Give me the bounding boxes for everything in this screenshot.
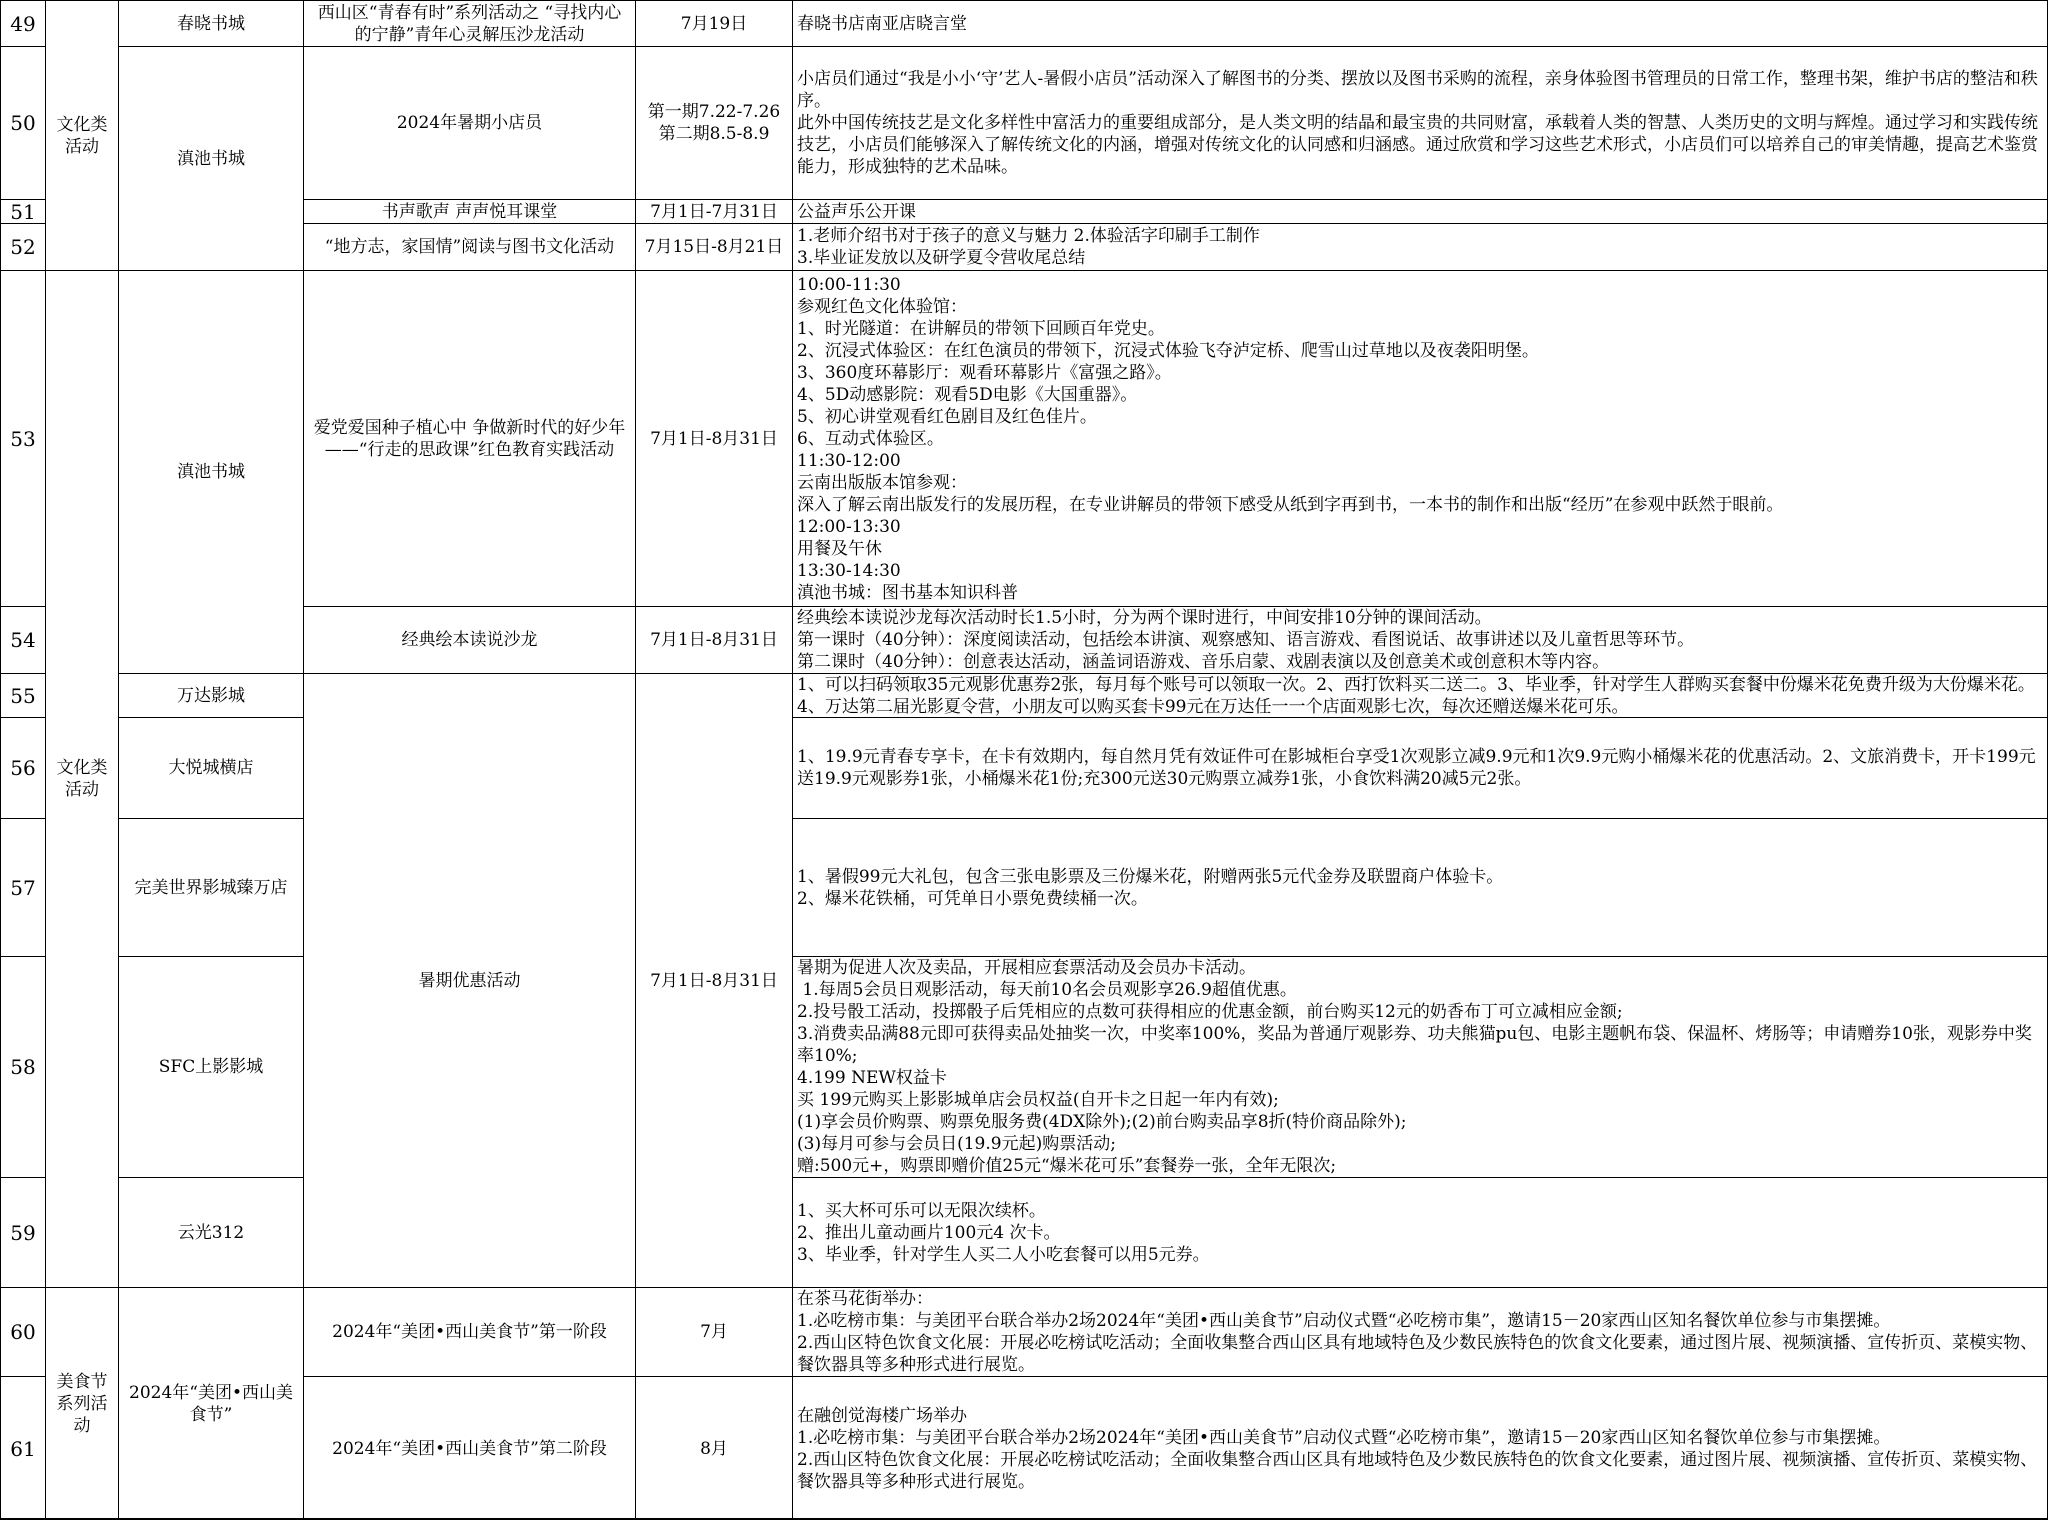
row-number: 61 — [0, 1376, 45, 1520]
activity-cell — [303, 1376, 635, 1520]
time-cell — [635, 0, 792, 46]
category-label: 美食节 系列活 动 — [56, 1372, 108, 1436]
activity-label: 2024年“美团•西山美食节”第一阶段 — [332, 1322, 607, 1342]
detail-cell — [792, 956, 2048, 1177]
activity-label: 书声歌声 声声悦耳课堂 — [381, 201, 558, 222]
detail-cell — [792, 1376, 2048, 1520]
detail-text: 在融创觉海楼广场举办 1.必吃榜市集：与美团平台联合举办2场2024年“美团•西山美食节”启动仪式暨“必吃榜市集”，邀请15－20家西山区知名餐饮单位参与市集摆摊。 2.西山区特色饮食文化展：开展必吃榜试吃活动；全面收集整合西山区具有地域特色及少数民族特色的饮食文化要素，通过图片展、视频演播、宣传折页、菜模实物、餐饮器具等多种形式进行展览。 — [797, 1405, 2038, 1492]
row-number: 51 — [0, 199, 45, 223]
time-cell — [635, 46, 792, 199]
time-cell — [635, 270, 792, 606]
venue-cell — [118, 1177, 303, 1287]
activity-label: 2024年暑期小店员 — [396, 113, 543, 133]
detail-text: 1、暑假99元大礼包，包含三张电影票及三份爆米花，附赠两张5元代金券及联盟商户体验卡。 2、爆米花铁桶，可凭单日小票免费续桶一次。 — [797, 866, 1504, 909]
table-bottom-border — [0, 1518, 2048, 1520]
venue-label: 完美世界影城臻万店 — [134, 877, 288, 898]
venue-cell — [118, 717, 303, 818]
detail-cell — [792, 606, 2048, 673]
row-number: 49 — [0, 0, 45, 46]
venue-label: 滇池书城 — [177, 148, 245, 169]
detail-text: 10:00-11:30 参观红色文化体验馆： 1、时光隧道：在讲解员的带领下回顾百年党史。 2、沉浸式体验区：在红色演员的带领下，沉浸式体验飞夺泸定桥、爬雪山过草地以及夜袭阳明堡。 3、360度环幕影厅：观看环幕影片《富强之路》。 4、5D动感影院：观看5D电影《大国重器》。 5、初心讲堂观看红色剧目及红色佳片。 6、互动式体验区。 11:30-12:00 云南出版版本馆参观： 深入了解云南出版发行的发展历程，在专业讲解员的带领下感受从纸到字再到书，一本书的制作和出版“经历”在参观中跃然于眼前。 12:00-13:30 用餐及午休 13:30-14:30 滇池书城：图书基本知识科普 — [797, 274, 1784, 603]
activity-label: 经典绘本读说沙龙 — [401, 630, 538, 650]
detail-cell — [792, 223, 2048, 270]
detail-text: 在茶马花街举办： 1.必吃榜市集：与美团平台联合举办2场2024年“美团•西山美食节”启动仪式暨“必吃榜市集”，邀请15－20家西山区知名餐饮单位参与市集摆摊。 2.西山区特色饮食文化展：开展必吃榜试吃活动；全面收集整合西山区具有地域特色及少数民族特色的饮食文化要素，通过图片展、视频演播、宣传折页、菜模实物、餐饮器具等多种形式进行展览。 — [797, 1289, 2038, 1375]
time-label: 7月 — [700, 1322, 728, 1342]
row-number: 50 — [0, 46, 45, 199]
row-number: 56 — [0, 717, 45, 818]
time-label: 7月1日-8月31日 — [650, 970, 778, 991]
detail-cell — [792, 270, 2048, 606]
category-label: 文化类 活动 — [56, 758, 108, 800]
detail-text: 经典绘本读说沙龙每次活动时长1.5小时，分为两个课时进行，中间安排10分钟的课间活动。 第一课时（40分钟）：深度阅读活动，包括绘本讲演、观察感知、语言游戏、看图说话、故事讲述以及儿童哲思等环节。 第二课时（40分钟）：创意表达活动，涵盖词语游戏、音乐启蒙、戏剧表演以及创意美术或创意积木等内容。 — [797, 608, 1695, 672]
detail-cell — [792, 0, 2048, 46]
venue-cell — [118, 1287, 303, 1520]
venue-label: 云光312 — [177, 1222, 245, 1243]
detail-text: 1、可以扫码领取35元观影优惠券2张，每月每个账号可以领取一次。2、西打饮料买二送二。3、毕业季，针对学生人群购买套餐中份爆米花免费升级为大份爆米花。4、万达第二届光影夏令营，小朋友可以购买套卡99元在万达任一一个店面观影七次，每次还赠送爆米花可乐。 — [797, 674, 2035, 717]
venue-label: 滇池书城 — [177, 462, 245, 482]
row-number: 52 — [0, 223, 45, 270]
activity-cell — [303, 199, 635, 223]
detail-cell — [792, 199, 2048, 223]
detail-text: 小店员们通过“我是小小‘守’艺人-暑假小店员”活动深入了解图书的分类、摆放以及图书采购的流程，亲身体验图书管理员的日常工作，整理书架，维护书店的整洁和秩序。 此外中国传统技艺是文化多样性中富活力的重要组成部分，是人类文明的结晶和最宝贵的共同财富，承载着人类的智慧、人类历史的文明与辉煌。通过学习和实践传统技艺，小店员们能够深入了解传统文化的内涵，增强对传统文化的认同感和归涵感。通过欣赏和学习这些艺术形式，小店员们可以培养自己的审美情趣，提高艺术鉴赏能力，形成独特的艺术品味。 — [797, 69, 2038, 177]
detail-text: 1、19.9元青春专享卡，在卡有效期内，每自然月凭有效证件可在影城柜台享受1次观影立减9.9元和1次9.9元购小桶爆米花的优惠活动。2、文旅消费卡，开卡199元送19.9元观影券1张，小桶爆米花1份;充300元送30元购票立减券1张，小食饮料满20减5元2张。 — [797, 747, 2036, 789]
activity-cell — [303, 0, 635, 46]
detail-cell — [792, 46, 2048, 199]
detail-text: 暑期为促进人次及卖品，开展相应套票活动及会员办卡活动。 1.每周5会员日观影活动，每天前10名会员观影享26.9超值优惠。 2.投号骰工活动，投掷骰子后凭相应的点数可获得相应的优惠金额，前台购买12元的奶香布丁可立减相应金额; 3.消费卖品满88元即可获得卖品处抽奖一次，中奖率100%，奖品为普通厅观影券、功夫熊猫pu包、电影主题帆布袋、保温杯、烤肠等；申请赠券10张，观影券中奖率10%; 4.199 NEW权益卡 买 199元购买上影影城单店会员权益(自开卡之日起一年内有效); (1)享会员价购票、购票免服务费(4DX除外);(2)前台购卖品享8折(特价商品除外); (3)每月可参与会员日(19.9元起)购票活动; 赠:500元+，购票即赠价值25元“爆米花可乐”套餐券一张，全年无限次; — [797, 958, 2032, 1176]
row-number: 60 — [0, 1287, 45, 1376]
detail-text: 公益声乐公开课 — [797, 201, 916, 222]
venue-label: SFC上影影城 — [158, 1057, 264, 1077]
time-label: 7月1日-7月31日 — [650, 201, 778, 222]
category-cell — [45, 1287, 118, 1520]
row-number: 59 — [0, 1177, 45, 1287]
activity-label: 西山区“青春有时”系列活动之 “寻找内心的宁静”青年心灵解压沙龙活动 — [317, 2, 622, 45]
time-label: 7月1日-8月31日 — [650, 428, 778, 449]
category-cell — [45, 0, 118, 270]
time-cell — [635, 673, 792, 1287]
venue-label: 大悦城横店 — [168, 758, 254, 778]
time-label: 7月1日-8月31日 — [650, 630, 778, 650]
time-label: 8月 — [700, 1438, 728, 1459]
activity-cell — [303, 223, 635, 270]
time-cell — [635, 606, 792, 673]
activity-cell — [303, 1287, 635, 1376]
venue-cell — [118, 818, 303, 956]
activity-label: 2024年“美团•西山美食节”第二阶段 — [332, 1438, 607, 1459]
venue-label: 万达影城 — [177, 685, 245, 706]
venue-cell — [118, 46, 303, 270]
venue-cell — [118, 956, 303, 1177]
venue-label: 春晓书城 — [177, 13, 245, 34]
row-number: 55 — [0, 673, 45, 717]
detail-text: 1、买大杯可乐可以无限次续杯。 2、推出儿童动画片100元4 次卡。 3、毕业季，针对学生人买二人小吃套餐可以用5元券。 — [797, 1200, 1210, 1265]
detail-text: 春晓书店南亚店晓言堂 — [797, 13, 967, 34]
venue-cell — [118, 270, 303, 673]
row-number: 58 — [0, 956, 45, 1177]
category-label: 文化类 活动 — [56, 114, 108, 157]
time-label: 7月19日 — [680, 13, 748, 34]
row-number: 54 — [0, 606, 45, 673]
activity-label: 暑期优惠活动 — [418, 970, 521, 991]
detail-text: 1.老师介绍书对于孩子的意义与魅力 2.体验活字印刷手工制作 3.毕业证发放以及研学夏令营收尾总结 — [797, 226, 1260, 268]
time-cell — [635, 223, 792, 270]
detail-cell — [792, 717, 2048, 818]
venue-cell — [118, 673, 303, 717]
activity-cell — [303, 46, 635, 199]
time-cell — [635, 1376, 792, 1520]
row-number: 57 — [0, 818, 45, 956]
time-label: 7月15日-8月21日 — [644, 237, 784, 257]
row-number: 53 — [0, 270, 45, 606]
activity-label: “地方志，家国情”阅读与图书文化活动 — [324, 237, 615, 257]
activity-cell — [303, 673, 635, 1287]
time-label: 第一期7.22-7.26 第二期8.5-8.9 — [647, 102, 781, 144]
activity-cell — [303, 270, 635, 606]
time-cell — [635, 199, 792, 223]
venue-cell — [118, 0, 303, 46]
detail-cell — [792, 673, 2048, 717]
category-cell — [45, 270, 118, 1287]
detail-cell — [792, 818, 2048, 956]
activity-cell — [303, 606, 635, 673]
time-cell — [635, 1287, 792, 1376]
activity-label: 爱党爱国种子植心中 争做新时代的好少年 ——“行走的思政课”红色教育实践活动 — [313, 417, 626, 460]
venue-label: 2024年“美团•西山美 食节” — [129, 1383, 293, 1425]
detail-cell — [792, 1287, 2048, 1376]
detail-cell — [792, 1177, 2048, 1287]
